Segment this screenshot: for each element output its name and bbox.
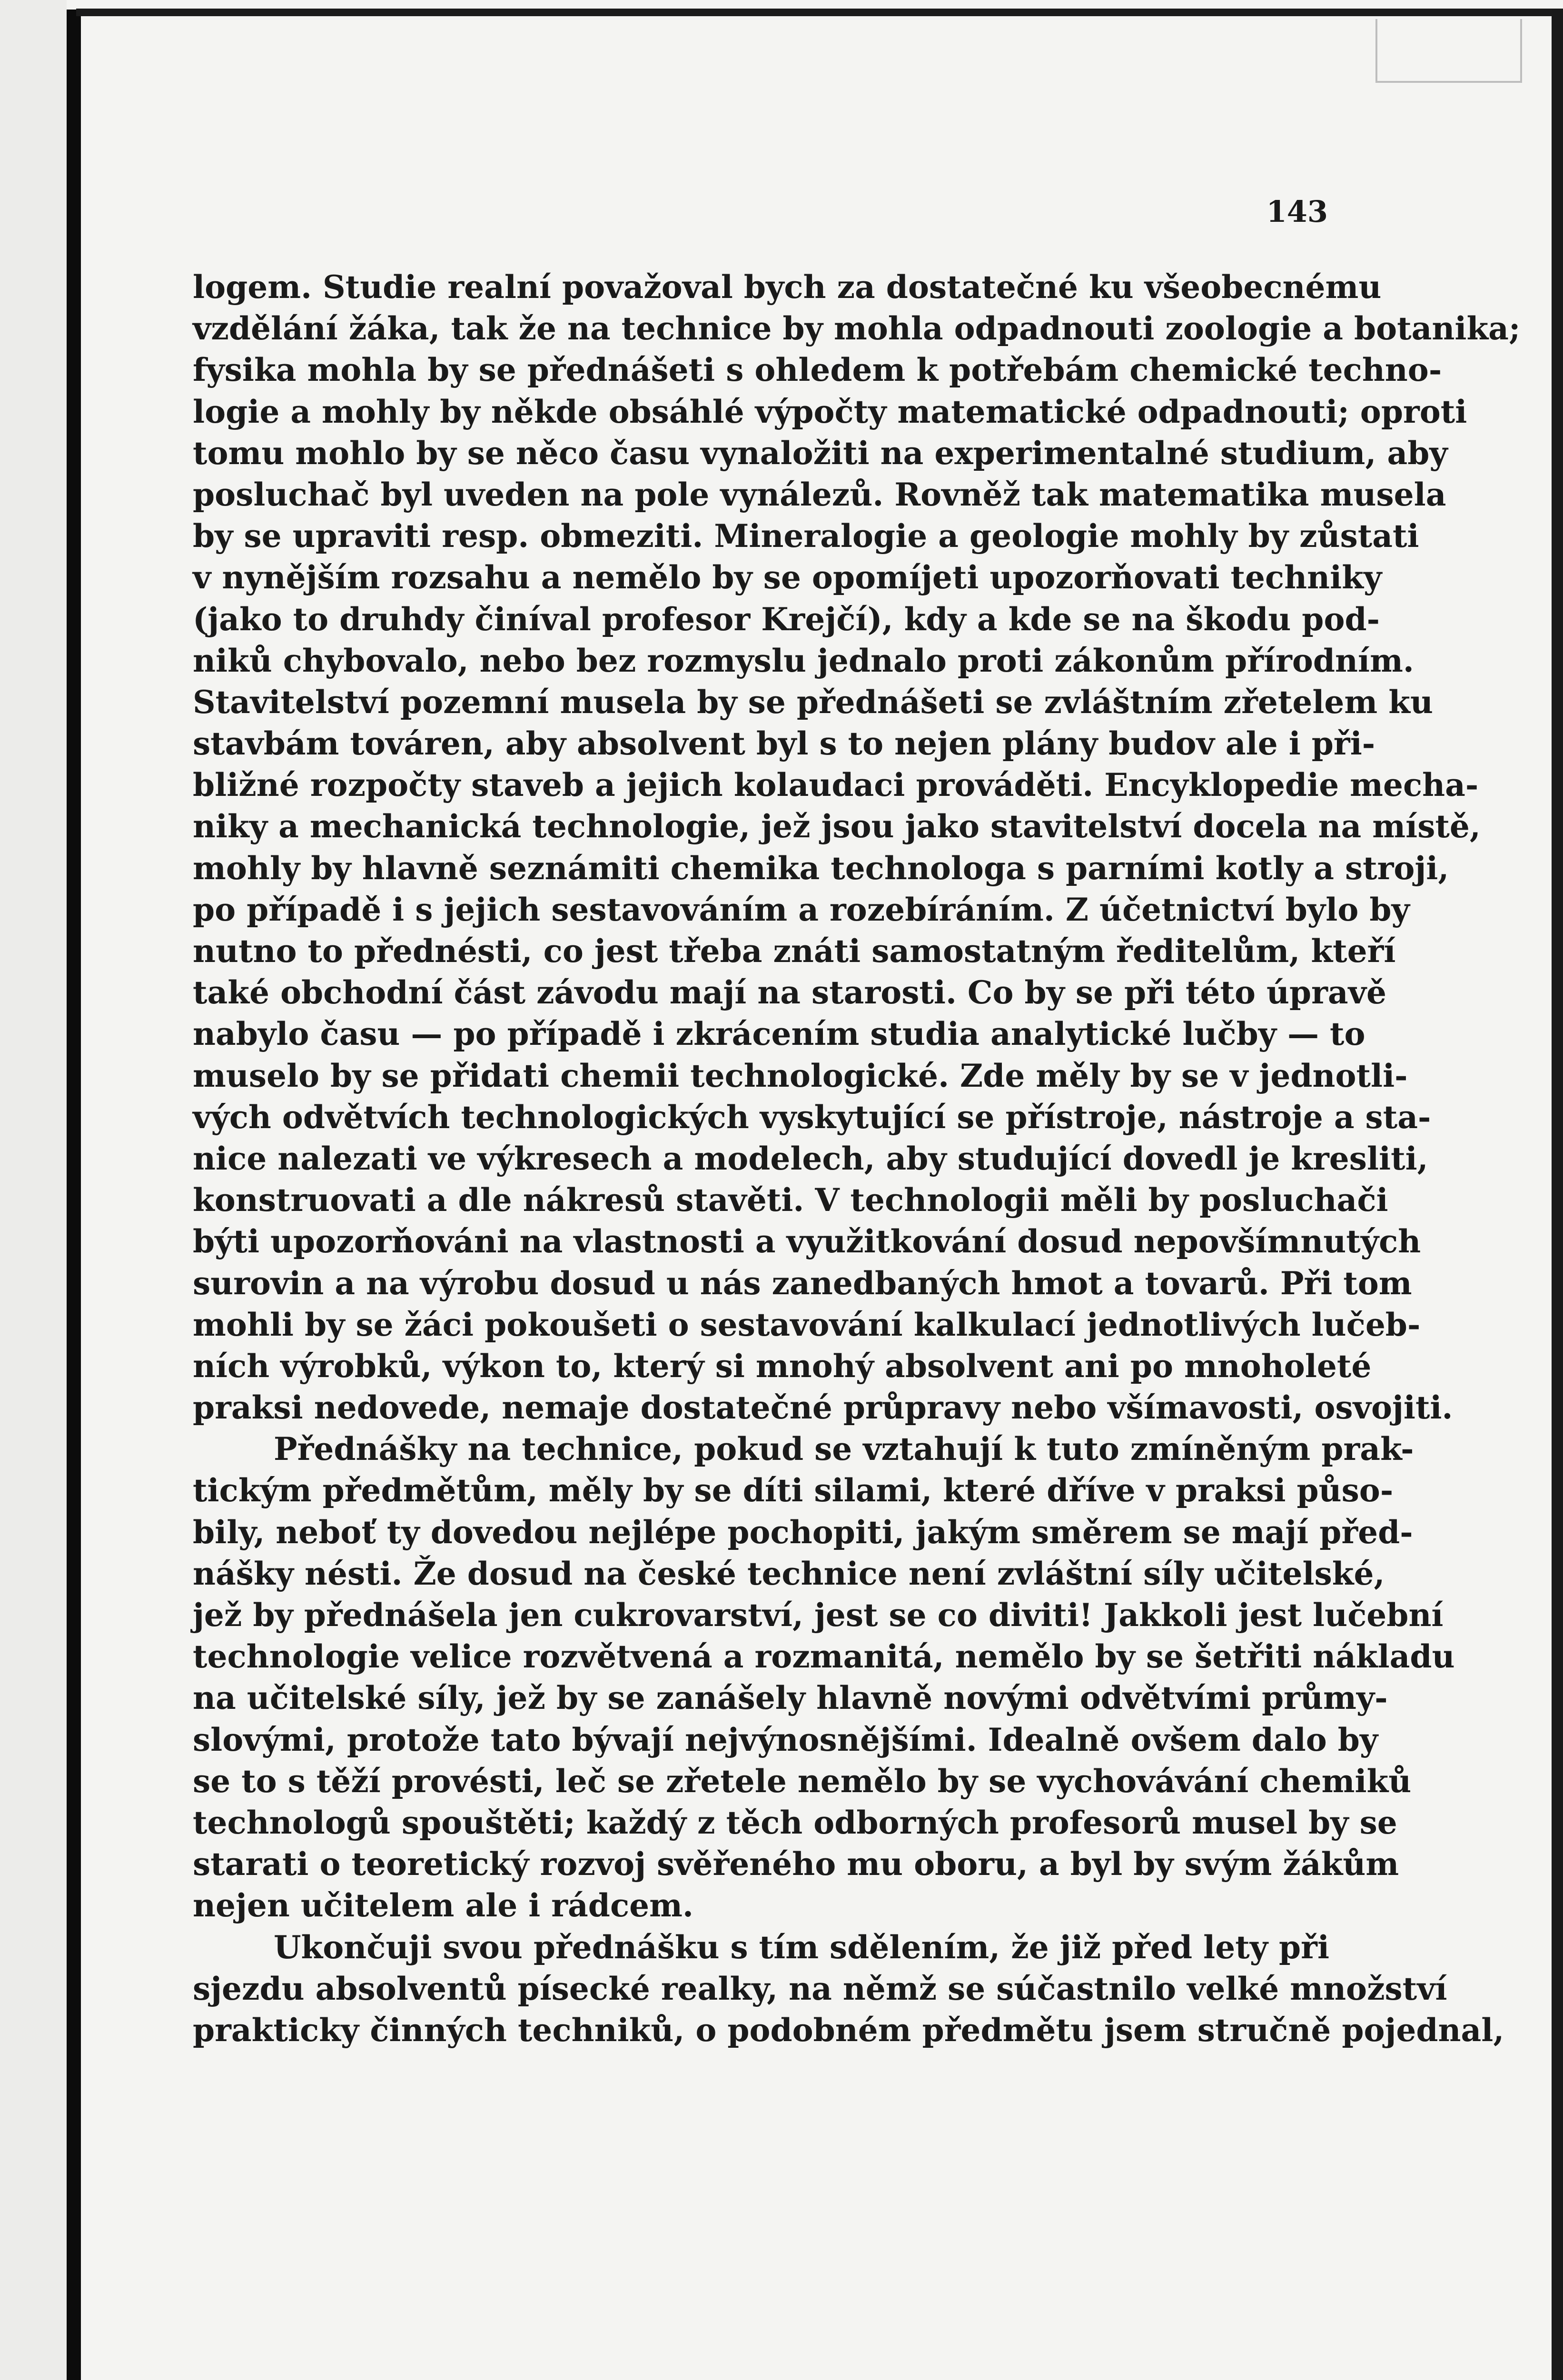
text-line: nášky nésti. Že dosud na české technice není zvláštní síly učitelské,: [193, 1555, 1385, 1592]
text-line: fysika mohla by se přednášeti s ohledem k potřebám chemické techno-: [193, 351, 1442, 389]
body-text: [193, 267, 1521, 2051]
text-line: jež by přednášela jen cukrovarství, jest se co diviti! Jakkoli jest lučební: [193, 1597, 1444, 1634]
scan-page-edge-left: [67, 10, 81, 2380]
text-line: mohli by se žáci pokoušeti o sestavování kalkulací jednotlivých lučeb-: [193, 1306, 1421, 1343]
text-line: bližné rozpočty staveb a jejich kolaudaci prováděti. Encyklopedie mecha-: [193, 766, 1479, 804]
text-line: také obchodní část závodu mají na starosti. Co by se při této úpravě: [193, 974, 1386, 1012]
text-line: praksi nedovede, nemaje dostatečné průpravy nebo všímavosti, osvojiti.: [193, 1389, 1453, 1427]
text-line: konstruovati a dle nákresů stavěti. V technologii měli by posluchači: [193, 1181, 1388, 1219]
text-line: muselo by se přidati chemii technologické. Zde měly by se v jednotli-: [193, 1057, 1408, 1094]
scan-corner-mark: [1375, 19, 1522, 83]
text-line: nejen učitelem ale i rádcem.: [193, 1887, 693, 1924]
text-line: tickým předmětům, měly by se díti silami, které dříve v praksi půso-: [193, 1472, 1394, 1509]
text-line: Stavitelství pozemní musela by se přednášeti se zvláštním zřetelem ku: [193, 683, 1433, 721]
text-line: vzdělání žáka, tak že na technice by mohla odpadnouti zoologie a botanika;: [193, 310, 1521, 347]
text-line: mohly by hlavně seznámiti chemika technologa s parními kotly a stroji,: [193, 849, 1449, 887]
page-number: 143: [1266, 194, 1328, 229]
text-line: logem. Studie realní považoval bych za dostatečné ku všeobecnému: [193, 268, 1382, 306]
text-line: slovými, protože tato bývají nejvýnosnějšími. Idealně ovšem dalo by: [193, 1721, 1378, 1758]
text-line: starati o teoretický rozvoj svěřeného mu oboru, a byl by svým žákům: [193, 1845, 1399, 1883]
text-line: niky a mechanická technologie, jež jsou jako stavitelství docela na místě,: [193, 808, 1481, 845]
scan-left-margin: [0, 0, 67, 2380]
text-line: nabylo času — po případě i zkrácením studia analytické lučby — to: [193, 1015, 1365, 1053]
text-line: logie a mohly by někde obsáhlé výpočty matematické odpadnouti; oproti: [193, 393, 1467, 430]
text-line: niků chybovalo, nebo bez rozmyslu jednalo proti zákonům přírodním.: [193, 642, 1414, 679]
text-line: Ukončuji svou přednášku s tím sdělením, že již před lety při: [274, 1928, 1330, 1966]
text-line: nutno to přednésti, co jest třeba znáti samostatným ředitelům, kteří: [193, 932, 1396, 970]
text-line: na učitelské síly, jež by se zanášely hlavně novými odvětvími průmy-: [193, 1679, 1388, 1717]
text-line: sjezdu absolventů písecké realky, na němž se súčastnilo velké množství: [193, 1970, 1447, 2007]
text-line: technologů spouštěti; každý z těch odborných profesorů musel by se: [193, 1804, 1397, 1841]
text-line: (jako to druhdy činíval profesor Krejčí), kdy a kde se na škodu pod-: [193, 600, 1380, 638]
text-line: v nynějším rozsahu a nemělo by se opomíjeti upozorňovati techniky: [193, 559, 1382, 596]
text-line: po případě i s jejich sestavováním a rozebíráním. Z účetnictví bylo by: [193, 891, 1410, 928]
text-line: tomu mohlo by se něco času vynaložiti na experimentalné studium, aby: [193, 434, 1448, 472]
text-line: se to s těží provésti, leč se zřetele nemělo by se vychovávání chemiků: [193, 1762, 1412, 1800]
text-line: by se upraviti resp. obmeziti. Mineralogie a geologie mohly by zůstati: [193, 517, 1419, 555]
text-line: posluchač byl uveden na pole vynálezů. Rovněž tak matematika musela: [193, 476, 1446, 513]
text-line: vých odvětvích technologických vyskytující se přístroje, nástroje a sta-: [193, 1098, 1431, 1136]
text-line: prakticky činných techniků, o podobném předmětu jsem stručně pojednal,: [193, 2011, 1504, 2049]
text-line: technologie velice rozvětvená a rozmanitá, nemělo by se šetřiti nákladu: [193, 1638, 1455, 1676]
scan-page-edge-right: [1552, 9, 1563, 2380]
text-line: býti upozorňováni na vlastnosti a využitkování dosud nepovšímnutých: [193, 1223, 1421, 1260]
text-line: surovin a na výrobu dosud u nás zanedbaných hmot a tovarů. Při tom: [193, 1264, 1412, 1302]
text-line: Přednášky na technice, pokud se vztahují k tuto zmíněným prak-: [274, 1430, 1414, 1468]
scan-page-edge-top: [76, 9, 1563, 16]
text-line: ních výrobků, výkon to, který si mnohý absolvent ani po mnoholeté: [193, 1347, 1372, 1385]
text-line: stavbám továren, aby absolvent byl s to nejen plány budov ale i při-: [193, 725, 1375, 763]
text-line: bily, neboť ty dovedou nejlépe pochopiti, jakým směrem se mají před-: [193, 1513, 1413, 1551]
text-line: nice nalezati ve výkresech a modelech, aby studující dovedl je kresliti,: [193, 1140, 1428, 1177]
